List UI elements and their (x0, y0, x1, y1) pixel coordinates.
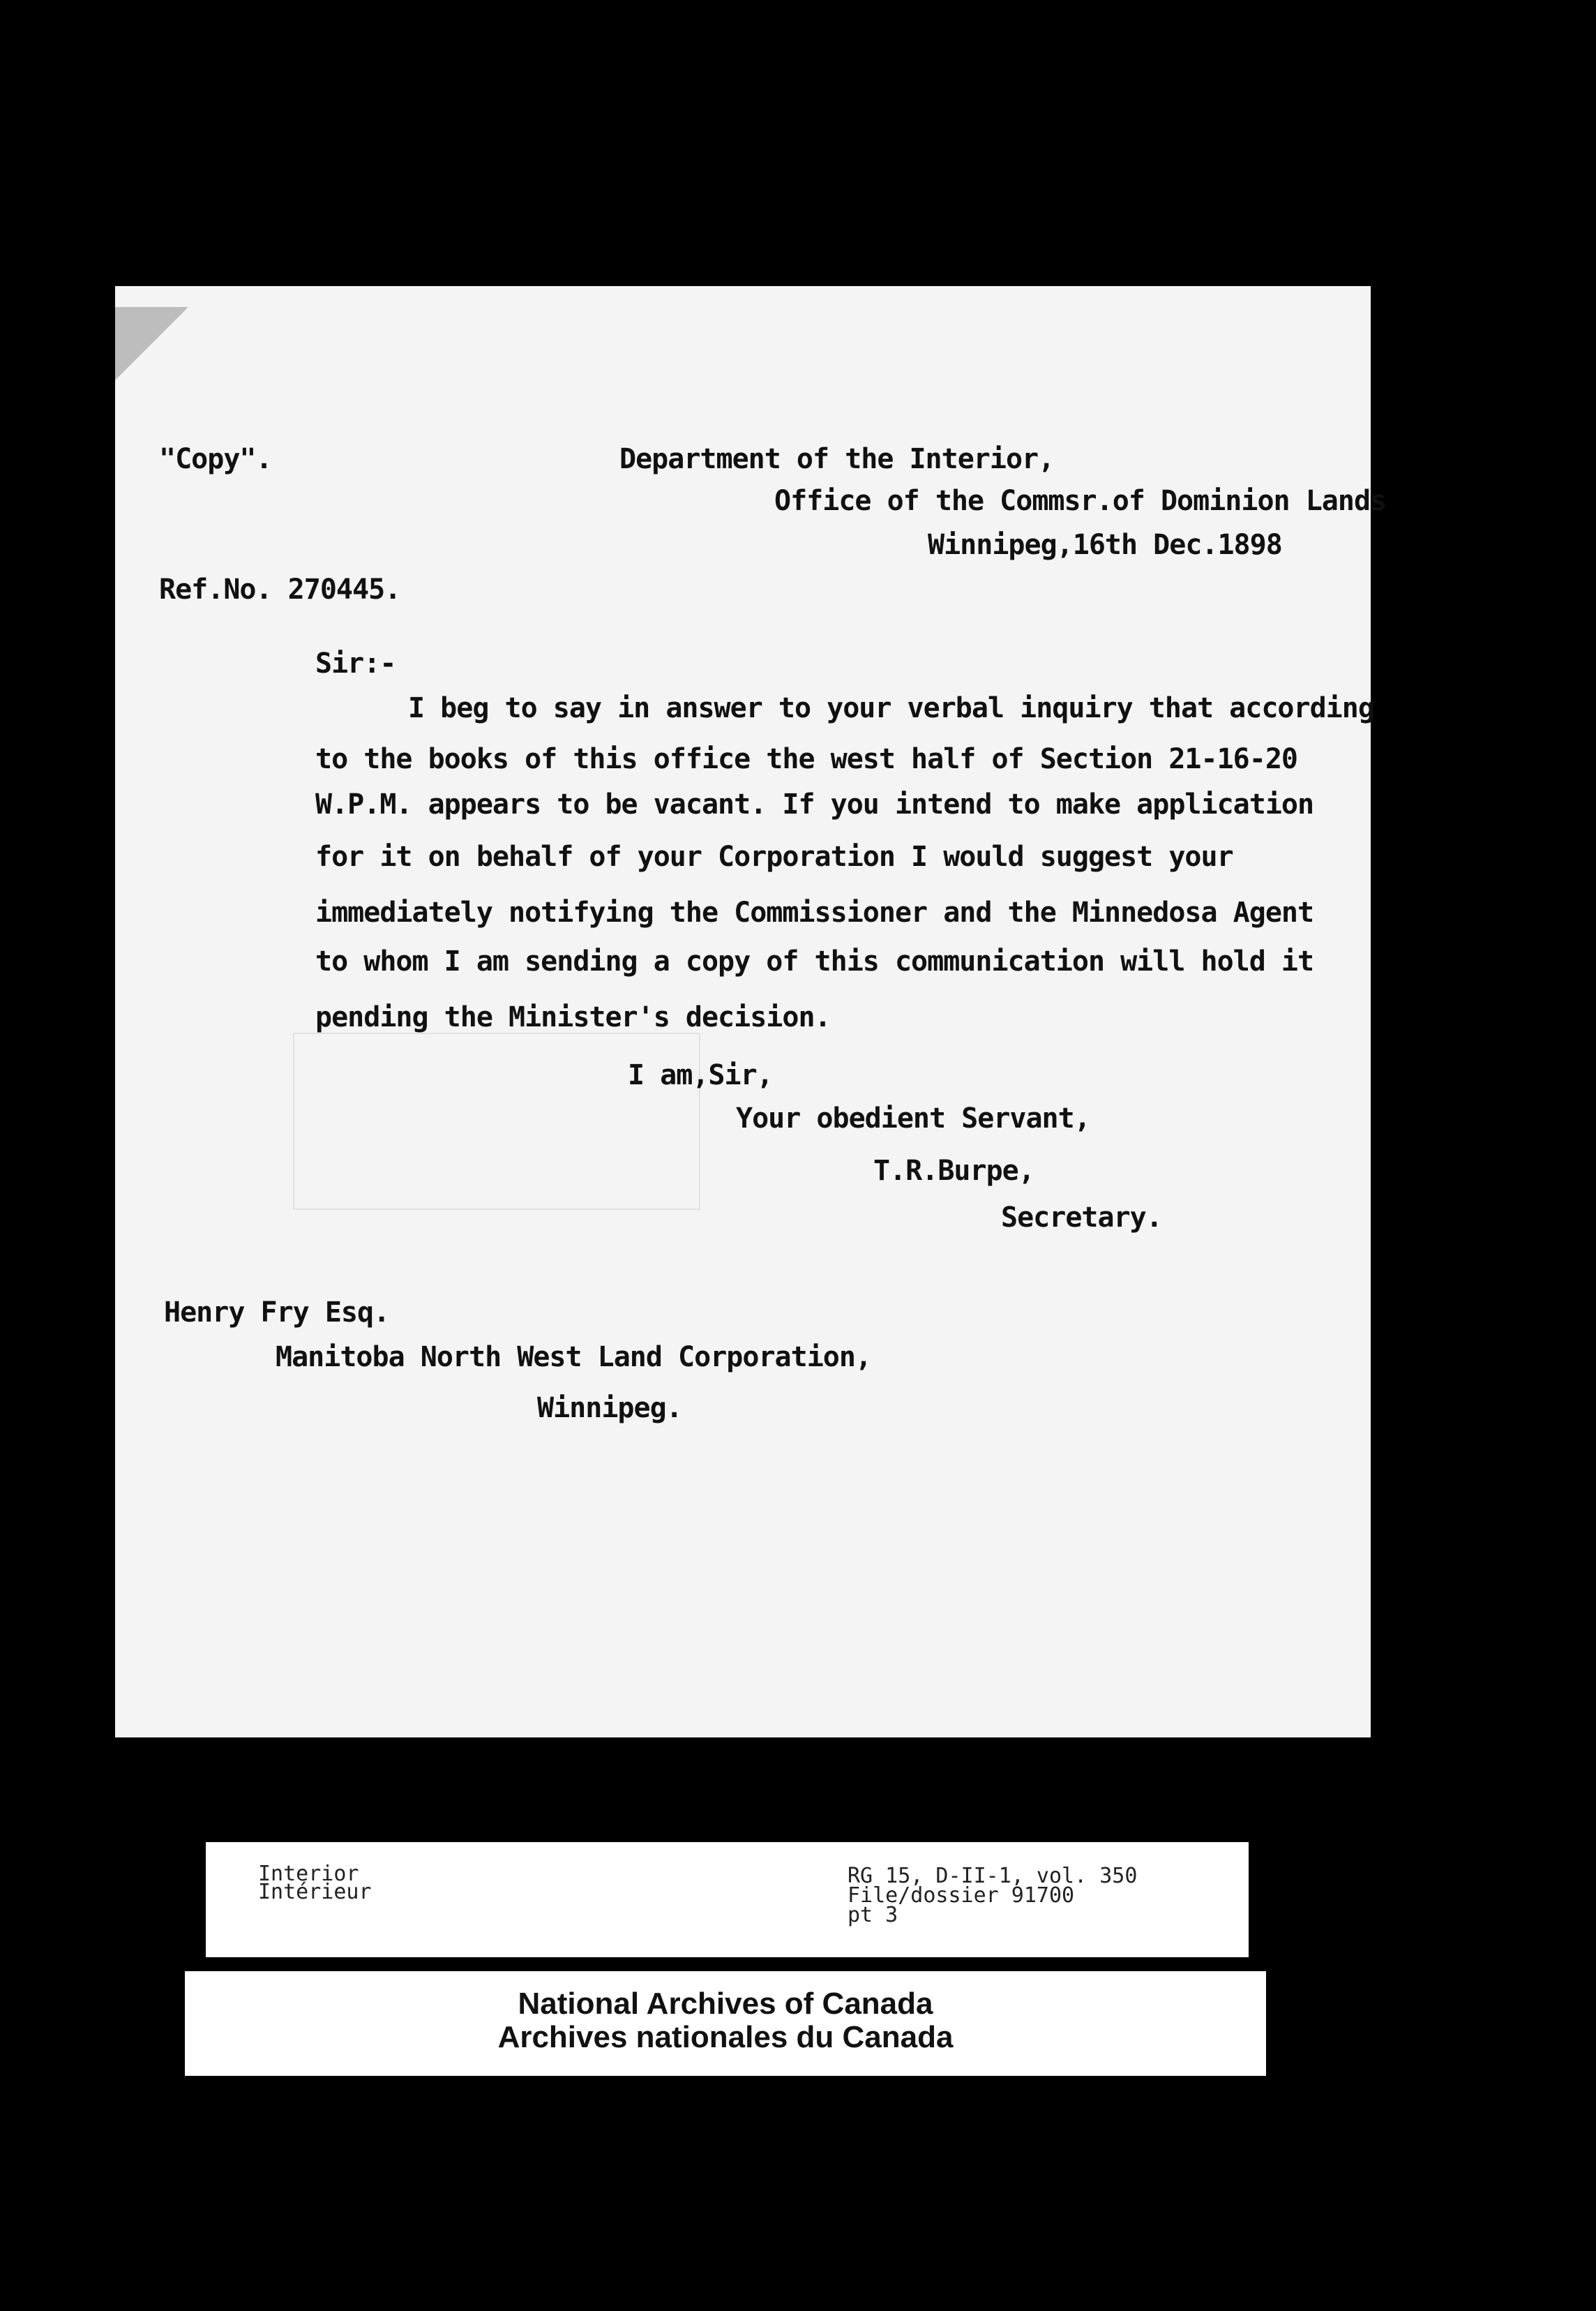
closing-servant: Your obedient Servant, (736, 1102, 1090, 1135)
addressee-name: Henry Fry Esq. (164, 1296, 390, 1329)
copy-mark: "Copy". (159, 443, 272, 475)
record-group-reference: RG 15, D-II-1, vol. 350 (848, 1864, 1138, 1888)
header-department: Department of the Interior, (619, 443, 1055, 475)
addressee-city: Winnipeg. (537, 1392, 682, 1424)
archive-reference-label (206, 1842, 1249, 1957)
folded-corner (115, 307, 188, 380)
body-line: W.P.M. appears to be vacant. If you intend to make application (315, 788, 1314, 821)
body-line: I beg to say in answer to your verbal inquiry that according (408, 692, 1374, 724)
part-number: pt 3 (848, 1903, 898, 1927)
reference-number: Ref.No. 270445. (159, 574, 401, 606)
body-line: to the books of this office the west half of Section 21-16-20 (315, 743, 1298, 775)
archives-name-fr: Archives nationales du Canada (497, 2020, 954, 2054)
header-place-date: Winnipeg,16th Dec.1898 (928, 529, 1282, 561)
body-line: pending the Minister's decision. (315, 1001, 831, 1033)
signatory-title: Secretary. (1001, 1202, 1162, 1234)
closing-line: I am,Sir, (628, 1059, 773, 1091)
header-office: Office of the Commsr.of Dominion Lands (774, 485, 1387, 517)
body-line: immediately notifying the Commissioner and the Minnedosa Agent (315, 897, 1314, 929)
archives-banner (185, 1971, 1266, 2076)
salutation: Sir:- (315, 648, 396, 680)
department-fr: Intérieur (258, 1880, 372, 1904)
addressee-organization: Manitoba North West Land Corporation, (276, 1341, 872, 1373)
signature: T.R.Burpe, (873, 1155, 1034, 1187)
body-line: to whom I am sending a copy of this communication will hold it (315, 945, 1314, 978)
file-number: File/dossier 91700 (848, 1883, 1075, 1908)
archives-name-en: National Archives of Canada (518, 1987, 933, 2021)
body-line: for it on behalf of your Corporation I would suggest your (315, 841, 1233, 873)
department-en: Interior (258, 1862, 359, 1886)
